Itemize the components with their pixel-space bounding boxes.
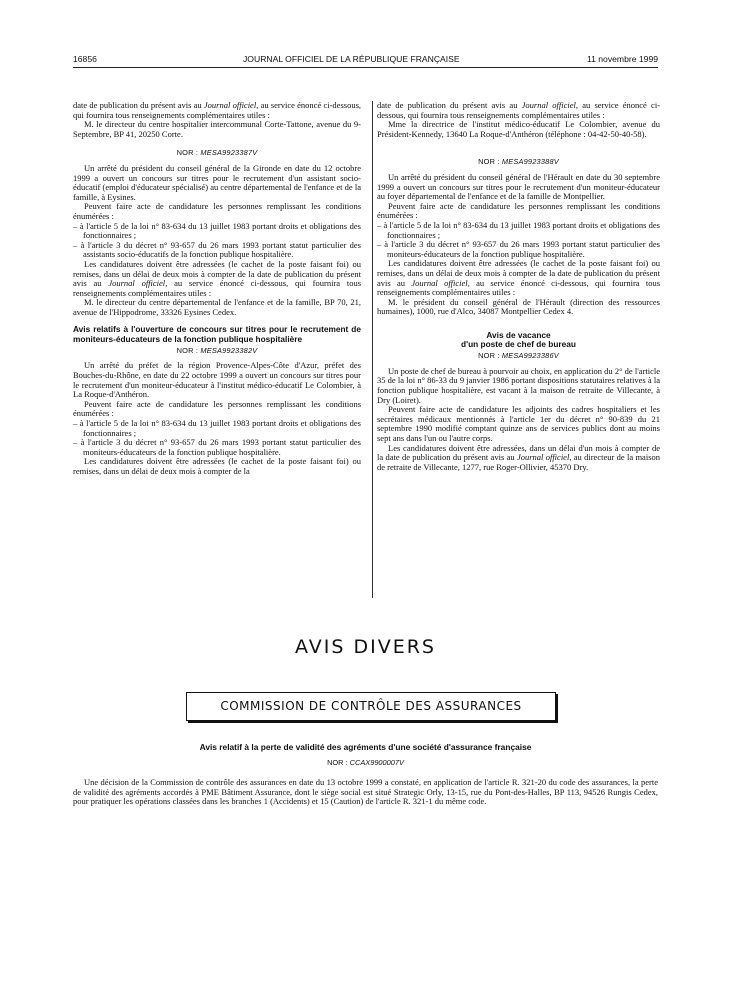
notice-heading: Avis relatif à la perte de validité des agréments d'une société d'assurance française [199, 742, 532, 752]
paragraph: Peuvent faire acte de candidature les personnes remplissant les conditions énumérées : [73, 201, 361, 221]
nor-reference: NOR : CCAX9900007V [327, 758, 404, 767]
list-item: – à l'article 5 de la loi n° 83-634 du 13 juillet 1983 portant droits et obligations des fonctionnaires ; [73, 220, 361, 241]
paragraph: M. le directeur du centre hospitalier intercommunal Corte-Tattone, avenue du 9-Septembre, BP 41, 20250 Corte. [73, 119, 361, 139]
list-item: – à l'article 3 du décret n° 93-657 du 26 mars 1993 portant statut particulier des moniteurs-éducateurs de la fonction publique hospitalière. [377, 239, 660, 259]
left-column [73, 101, 361, 477]
issue-date: 11 novembre 1999 [586, 54, 658, 64]
paragraph: Peuvent faire acte de candidature les personnes remplissant les conditions énumérées : [73, 398, 361, 419]
nor-reference: NOR : MESA9923382V [176, 345, 258, 355]
commission-title-box: COMMISSION DE CONTRÔLE DES ASSURANCES [186, 692, 556, 721]
list-item: – à l'article 3 du décret n° 93-657 du 26 mars 1993 portant statut particulier des moniteurs-éducateurs de la fonction publique hospitalière. [73, 437, 361, 457]
page-number: 16856 [73, 54, 97, 64]
column-divider [372, 101, 373, 598]
section-heading: Avis de vacance d'un poste de chef de bureau [461, 329, 576, 350]
paragraph: date de publication du présent avis au Journal officiel, au service énoncé ci-dessous, qui fournira tous renseignements complémentaires utiles : [73, 100, 362, 120]
paragraph: Un arrêté du président du conseil général de la Gironde en date du 12 octobre 1999 a ouvert un concours sur titres pour le recrutement d'un assistant socio-éducatif (emploi d'éducateur spécialisé) au centre départemental de l'enfance et de la famille, à Eysines. [73, 162, 361, 202]
nor-reference: NOR : MESA9923387V [176, 148, 258, 158]
paragraph: Les candidatures doivent être adressées (le cachet de la poste faisant foi) ou remises, dans un délai de deux mois à compter de la [73, 456, 361, 476]
section-heading: Avis relatifs à l'ouverture de concours sur titres pour le recrutement de moniteurs-éducateurs de la fonction publique hospitalière [73, 324, 361, 344]
paragraph: M. le directeur du centre départemental de l'enfance et de la famille, BP 70, 21, avenue de l'Hippodrome, 33326 Eysines Cedex. [73, 297, 361, 317]
paragraph: Les candidatures doivent être adressées, dans un délai d'un mois à compter de la date de publication du présent avis au Journal officiel, au directeur de la maison de retraite de Villecante, 1277, rue Roger-Ollivier, 45370 Dry. [377, 442, 661, 472]
paragraph: Les candidatures doivent être adressées (le cachet de la poste faisant foi) ou remises, dans un délai de deux mois à compter de la date de publication du présent avis au Journal officiel, au service énoncé ci-dessous, qui fournira tous renseignements complémentaires utiles : [73, 258, 362, 298]
section-title: AVIS DIVERS [295, 636, 436, 658]
paragraph: Peuvent faire acte de candidature les adjoints des cadres hospitaliers et les secrétaires médicaux mentionnés à l'article 1er du décret n° 90-839 du 21 septembre 1990 modifié comptant quinze ans de services publics dont au moins sept ans dans l'un ou l'autre corps. [377, 404, 660, 444]
list-item: – à l'article 3 du décret n° 93-657 du 26 mars 1993 portant statut particulier des assistants socio-éducatifs de la fonction publique hospitalière. [73, 239, 361, 260]
list-item: – à l'article 5 de la loi n° 83-634 du 13 juillet 1983 portant droits et obligations des fonctionnaires ; [73, 418, 361, 438]
paragraph: Mme la directrice de l'institut médico-éducatif Le Colombier, avenue du Président-Kennedy, 13640 La Roque-d'Anthéron (téléphone : 04-42-50-40-58). [377, 119, 660, 139]
paragraph: Les candidatures doivent être adressées (le cachet de la poste faisant foi) ou remises, dans un délai de deux mois à compter de la date de publication du présent avis au Journal officiel, au service énoncé ci-dessous, qui fournira tous renseignements complémentaires utiles : [377, 258, 661, 298]
paragraph: Un arrêté du président du conseil général de l'Hérault en date du 30 septembre 1999 a ouvert un concours sur titres pour le recrutement d'un moniteur-éducateur au foyer départemental de l'enfance et de la famille de Montpellier. [377, 171, 660, 202]
notice-body: Une décision de la Commission de contrôle des assurances en date du 13 octobre 1999 a constaté, en application de l'article R. 321-20 du code des assurances, la perte de validité des agréments accordés à PME Bâtiment Assurance, dont le siège social est situé Strategic Orly, 13-15, rue du Pont-des-Halles, BP 113, 94526 Rungis Cedex, pour pratiquer les opérations classées dans les branches 1 (Accidents) et 15 (Caution) de l'article R. 321-1 du même code. [73, 777, 658, 807]
paragraph: date de publication du présent avis au Journal officiel, au service énoncé ci-dessous, qui fournira tous renseignements complémentaires utiles : [377, 100, 661, 120]
paragraph: M. le président du conseil général de l'Hérault (direction des ressources humaines), 1000, rue d'Alco, 34087 Montpellier Cedex 4. [377, 296, 660, 317]
nor-reference: NOR : MESA9923388V [478, 157, 559, 167]
list-item: – à l'article 5 de la loi n° 83-634 du 13 juillet 1983 portant droits et obligations des fonctionnaires ; [377, 219, 660, 240]
nor-reference: NOR : MESA9923386V [478, 351, 559, 361]
paragraph: Un arrêté du préfet de la région Provence-Alpes-Côte d'Azur, préfet des Bouches-du-Rhône, en date du 22 octobre 1999 a ouvert un concours sur titres pour le recrutement d'un moniteur-éducateur à l'institut médico-éducatif Le Colombier, à La Roque-d'Anthéron. [73, 360, 361, 400]
paragraph: Un poste de chef de bureau à pourvoir au choix, en application du 2° de l'article 35 de la loi n° 86-33 du 9 janvier 1986 portant dispositions statutaires relatives à la fonction publique hospitalière, est vacant à la maison de retraite de Villecante, à Dry (Loiret). [377, 365, 660, 405]
right-column [377, 101, 660, 472]
header-rule [73, 67, 658, 68]
journal-title: JOURNAL OFFICIEL DE LA RÉPUBLIQUE FRANÇAISE [243, 54, 460, 64]
page-header [73, 54, 658, 68]
paragraph: Peuvent faire acte de candidature les personnes remplissant les conditions énumérées : [377, 200, 660, 221]
